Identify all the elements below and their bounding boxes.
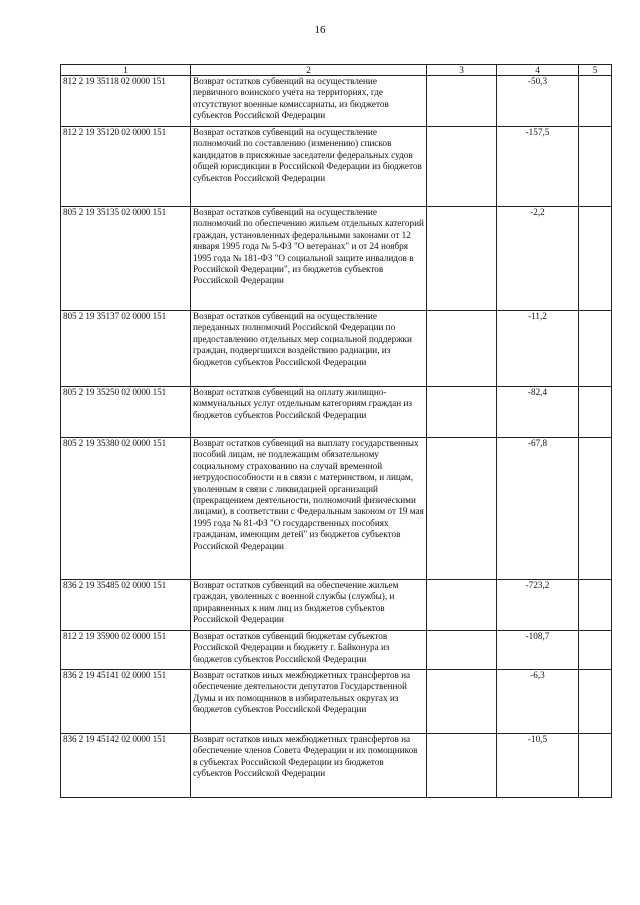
column-3-cell [427,127,497,207]
table-row [61,76,612,127]
row-description: Возврат остатков субвенций на осуществление первичного воинского учета на территориях, где отсутствуют военные комиссариаты, из бюджетов субъектов Российской Федерации [191,76,427,127]
amount-cell: -6,3 [497,670,579,734]
column-5-cell [579,76,612,127]
amount-cell: -11,2 [497,311,579,387]
amount-cell: -50,3 [497,76,579,127]
amount-cell: -723,2 [497,580,579,631]
amount-cell: -82,4 [497,387,579,438]
column-5-cell [579,127,612,207]
column-3-cell [427,631,497,670]
page-number: 16 [314,24,326,36]
budget-code: 836 2 19 45142 02 0000 151 [61,734,191,798]
column-3-cell [427,387,497,438]
budget-code: 836 2 19 35485 02 0000 151 [61,580,191,631]
row-description: Возврат остатков субвенций бюджетам субъектов Российской Федерации и бюджету г. Байконура из бюджетов субъектов Российской Федерации [191,631,427,670]
budget-code: 805 2 19 35137 02 0000 151 [61,311,191,387]
table-row [61,127,612,207]
budget-code: 836 2 19 45141 02 0000 151 [61,670,191,734]
table-row [61,580,612,631]
budget-table [60,64,612,798]
column-5-cell [579,631,612,670]
row-description: Возврат остатков субвенций на обеспечение жильем граждан, уволенных с военной службы (службы), и приравненных к ним лиц из бюджетов субъектов Российской Федерации [191,580,427,631]
column-5-cell [579,438,612,580]
budget-code: 812 2 19 35118 02 0000 151 [61,76,191,127]
row-description: Возврат остатков субвенций на оплату жилищно-коммунальных услуг отдельным категориям граждан из бюджетов субъектов Российской Федерации [191,387,427,438]
table-row [61,387,612,438]
column-3-cell [427,207,497,311]
column-5-cell [579,580,612,631]
table-row [61,670,612,734]
column-header-2: 2 [191,65,427,76]
column-3-cell [427,438,497,580]
row-description: Возврат остатков субвенций на осуществление переданных полномочий Российской Федерации по предоставлению отдельных мер социальной поддержки граждан, подвергшихся воздействию радиации, из бюджетов субъектов Российской Федерации [191,311,427,387]
column-5-cell [579,387,612,438]
budget-code: 805 2 19 35380 02 0000 151 [61,438,191,580]
column-5-cell [579,734,612,798]
row-description: Возврат остатков субвенций на осуществление полномочий по составлению (изменению) списков кандидатов в присяжные заседатели федеральных судов общей юрисдикции в Российской Федерации из бюджетов субъектов Российской Федерации [191,127,427,207]
column-header-4: 4 [497,65,579,76]
budget-code: 812 2 19 35900 02 0000 151 [61,631,191,670]
amount-cell: -108,7 [497,631,579,670]
column-3-cell [427,734,497,798]
column-3-cell [427,76,497,127]
amount-cell: -10,5 [497,734,579,798]
column-5-cell [579,207,612,311]
table-row [61,438,612,580]
budget-code: 805 2 19 35250 02 0000 151 [61,387,191,438]
column-5-cell [579,670,612,734]
row-description: Возврат остатков иных межбюджетных трансфертов на обеспечение деятельности депутатов Государственной Думы и их помощников в избирательных округах из бюджетов субъектов Российской Федерации [191,670,427,734]
column-3-cell [427,311,497,387]
column-header-1: 1 [61,65,191,76]
amount-cell: -67,8 [497,438,579,580]
column-3-cell [427,670,497,734]
table-row [61,734,612,798]
amount-cell: -157,5 [497,127,579,207]
amount-cell: -2,2 [497,207,579,311]
budget-code: 805 2 19 35135 02 0000 151 [61,207,191,311]
table-row [61,311,612,387]
table-row [61,207,612,311]
column-5-cell [579,311,612,387]
column-header-3: 3 [427,65,497,76]
row-description: Возврат остатков субвенций на осуществление полномочий по обеспечению жильем отдельных категорий граждан, установленных федеральными законами от 12 января 1995 года № 5-ФЗ "О ветеранах" и от 24 ноября 1995 года № 181-ФЗ "О социальной защите инвалидов в Российской Федерации", из бюджетов субъектов Российской Федерации [191,207,427,311]
row-description: Возврат остатков иных межбюджетных трансфертов на обеспечение членов Совета Федерации и их помощников в субъектах Российской Федерации из бюджетов субъектов Российской Федерации [191,734,427,798]
table-row [61,631,612,670]
column-3-cell [427,580,497,631]
row-description: Возврат остатков субвенций на выплату государственных пособий лицам, не подлежащим обязательному социальному страхованию на случай временной нетрудоспособности и в связи с материнством, и лицам, уволенным в связи с ликвидацией организаций (прекращением деятельности, полномочий физическими лицами), в соответствии с Федеральным законом от 19 мая 1995 года № 81-ФЗ "О государственных пособиях гражданам, имеющим детей" из бюджетов субъектов Российской Федерации [191,438,427,580]
budget-code: 812 2 19 35120 02 0000 151 [61,127,191,207]
table-header-row [61,65,612,76]
column-header-5: 5 [579,65,612,76]
